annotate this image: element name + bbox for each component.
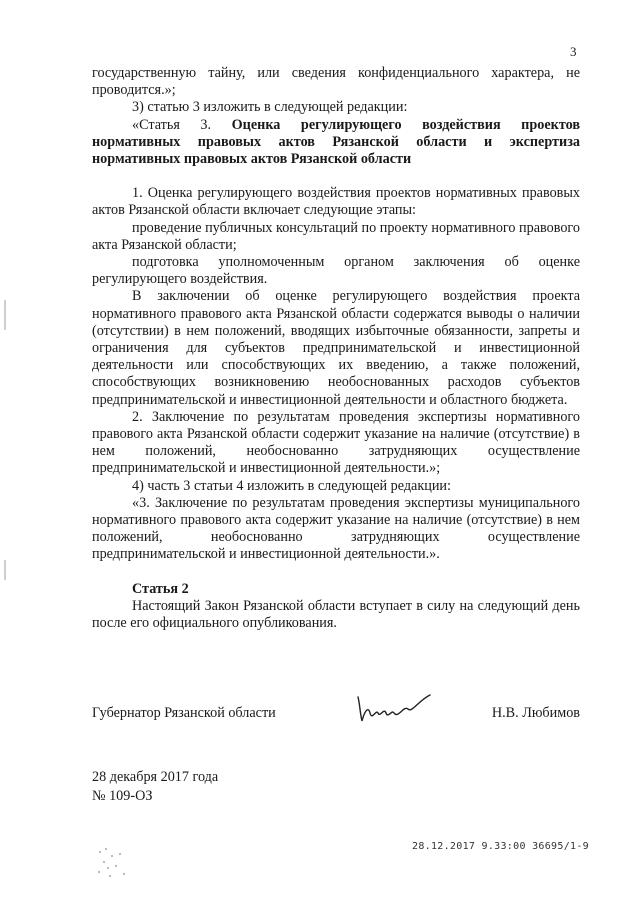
paragraph-2 (92, 117, 580, 169)
handwritten-signature (354, 691, 434, 725)
paragraph-7: 2. Заключение по результатам проведения экспертизы нормативного правового акта Рязанской области содержит указание на наличие (отсутствие) в нем положений, необоснованно затрудняющих осуществление предпринимательской и инвестиционной деятельности.»; (92, 408, 580, 477)
article2-text: Настоящий Закон Рязанской области вступает в силу на следующий день после его официального опубликования. (92, 597, 580, 632)
paragraph-0: государственную тайну, или сведения конфиденциального характера, не проводится.»; (92, 65, 580, 99)
paragraph-1: 3) статью 3 изложить в следующей редакции: (132, 99, 408, 116)
paragraph-9: «3. Заключение по результатам проведения экспертизы муниципального нормативного правового акта содержит указание на наличие (отсутствие) в нем положений, необоснованно затрудняющих осуществление предпринимательской и инвестиционной деятельности.». (92, 494, 580, 563)
article2-heading: Статья 2 (132, 580, 189, 597)
document-number: № 109-ОЗ (92, 788, 153, 804)
body-text (92, 65, 580, 632)
paragraph-3: 1. Оценка регулирующего воздействия проектов нормативных правовых актов Рязанской области включает следующие этапы: (92, 185, 580, 219)
signatory-name: Н.В. Любимов (491, 705, 580, 721)
scan-edge-mark (4, 300, 6, 330)
registration-stamp: 28.12.2017 9.33:00 36695/1-9 (412, 841, 589, 852)
paragraph-8: 4) часть 3 статьи 4 изложить в следующей редакции: (132, 477, 451, 494)
paragraph-5: подготовка уполномоченным органом заключения об оценке регулирующего воздействия. (92, 254, 580, 288)
scan-artifact-icon (95, 845, 135, 885)
paragraph-6: В заключении об оценке регулирующего воздействия проекта нормативного правового акта Рязанской области содержатся выводы о наличии (отсутствии) в нем положений, вводящих избыточные обязанности, запреты и ограничения для субъектов предпринимательской и инвестиционной деятельности или способствующих их введению, а также положений, способствующих возникновению необоснованных расходов субъектов предпринимательской и инвестиционной деятельности и областного бюджета. (92, 288, 580, 408)
signatory-position: Губернатор Рязанской области (92, 705, 276, 721)
scan-edge-mark (4, 560, 6, 580)
article3-prefix: «Статья 3. (132, 116, 232, 133)
paragraph-4: проведение публичных консультаций по проекту нормативного правового акта Рязанской области; (92, 219, 580, 253)
page-number: 3 (570, 44, 577, 59)
article3-title: Оценка регулирующего воздействия проектов нормативных правовых актов Рязанской области и экспертиза нормативных правовых актов Рязанской области (92, 116, 580, 168)
document-date: 28 декабря 2017 года (92, 769, 219, 785)
document-date-block (92, 768, 218, 806)
